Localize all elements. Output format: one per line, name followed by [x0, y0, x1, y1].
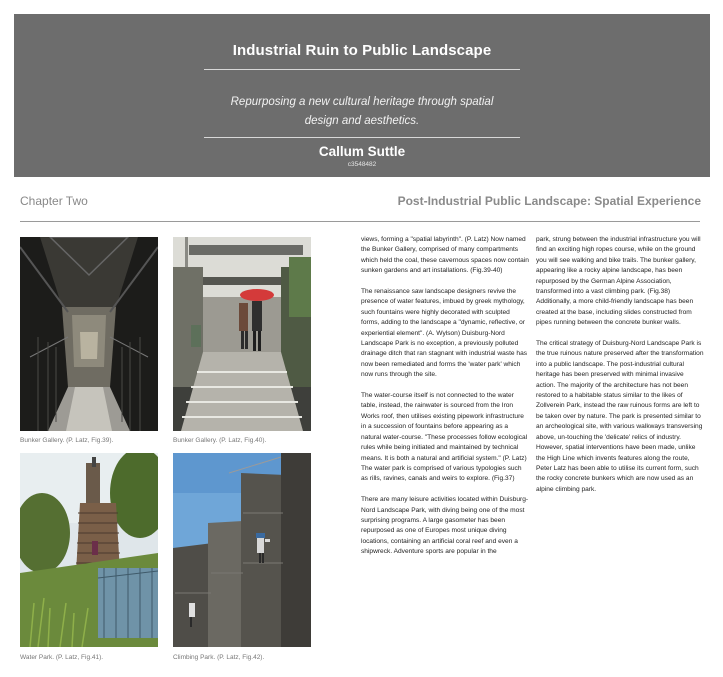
header-divider: [20, 221, 700, 222]
body-column-1: [361, 235, 529, 568]
figure-bunker-gallery-walkway: [173, 237, 311, 431]
student-id: c3548482: [347, 161, 377, 168]
figure-caption: Water Park. (P. Latz, Fig.41).: [20, 654, 104, 661]
figure-caption: Bunker Gallery. (P. Latz, Fig.40).: [173, 437, 267, 444]
banner-divider-bottom: [204, 137, 520, 138]
figure-caption: Bunker Gallery. (P. Latz, Fig.39).: [20, 437, 114, 444]
body-column-2: [536, 235, 704, 506]
document-subtitle: [14, 93, 710, 131]
document-title: Industrial Ruin to Public Landscape: [232, 42, 492, 59]
figure-climbing-park: [173, 453, 311, 647]
figure-water-park: [20, 453, 158, 647]
paragraph: views, forming a "spatial labyrinth". (P. Latz) Now named the Bunker Gallery, comprised of many compartments which held the coal, these cavernous spaces now contain sunken gardens and art installations. (Fig.39-40): [361, 236, 529, 275]
paragraph: The critical strategy of Duisburg-Nord Landscape Park is the true ruinous nature preserved after the transformation into a public landscape. The post-industrial cultural heritage has been preserved with minimal invasive action. The majority of the architecture has not been restored to a habitable status similar to the likes of Zollverein Park, instead the raw ruinous forms are left to be taken over by nature. The park is presented similar to an archeological site, with various walkways transversing above, un-touching the 'delicate' relics of industry. However, spatial interventions have been made, unlike the High Line which invents features along the route, Peter Latz has been able to utilise its current form, such the rocky concrete bunkers which are now used as an alpine climbing park.: [536, 340, 704, 493]
paragraph: The water-course itself is not connected to the water table, instead, the rainwater is sourced from the Iron Works roof, then utilises existing pipework infrastructure in a succession of fountains before appearing as a natural water-course. "These processes follow ecological rules while being initiated and maintained by technical means. It is both a natural and artificial system." (P. Latz) The water park is comprised of various typologies such as rills, ravines, canals and weirs to explore. (Fig.37): [361, 392, 528, 483]
subtitle-line-1: Repurposing a new cultural heritage through spatial: [230, 96, 494, 108]
paragraph: There are many leisure activities located within Duisburg-Nord Landscape Park, with diving being one of the most surprising programs. A large gasometer has been repurposed as one of Europes most unique diving locations, containing an artificial coral reef and even a shipwreck. Adventure sports are popular in the: [361, 496, 529, 556]
chapter-label: Chapter Two: [20, 194, 88, 208]
section-title: Post-Industrial Public Landscape: Spatial Experience: [397, 194, 701, 208]
figure-bunker-gallery-corridor: [20, 237, 158, 431]
banner-divider-top: [204, 69, 520, 70]
title-banner: [14, 14, 710, 177]
subtitle-line-2: design and aesthetics.: [304, 115, 420, 127]
figure-caption: Climbing Park. (P. Latz, Fig.42).: [173, 654, 265, 661]
author-name: Callum Suttle: [318, 144, 406, 159]
paragraph: The renaissance saw landscape designers revive the presence of water features, imbued by greek mythology, such fountains were highly decorated with sculpted forms, adding to the landscape a "dynamic, reflective, or experiential element". (A. Wylson) Duisburg-Nord Landscape Park is no exception, a previously polluted drainage ditch that ran stagnant with industrial waste has now been remediated and forms the 'water park' which now runs through the site.: [361, 288, 528, 379]
paragraph: park, strung between the industrial infrastructure you will find an exciting high ropes course, while on the ground you will see walking and bike trails. The bunker gallery, appearing like a rocky alpine landscape, has been repurposed by the German Alpine Association, transformed into a vast climbing park. (Fig.38) Additionally, a more child-friendly landscape has been created at the base, including slides constructed from pipes running between the concrete bunker walls.: [536, 236, 701, 327]
